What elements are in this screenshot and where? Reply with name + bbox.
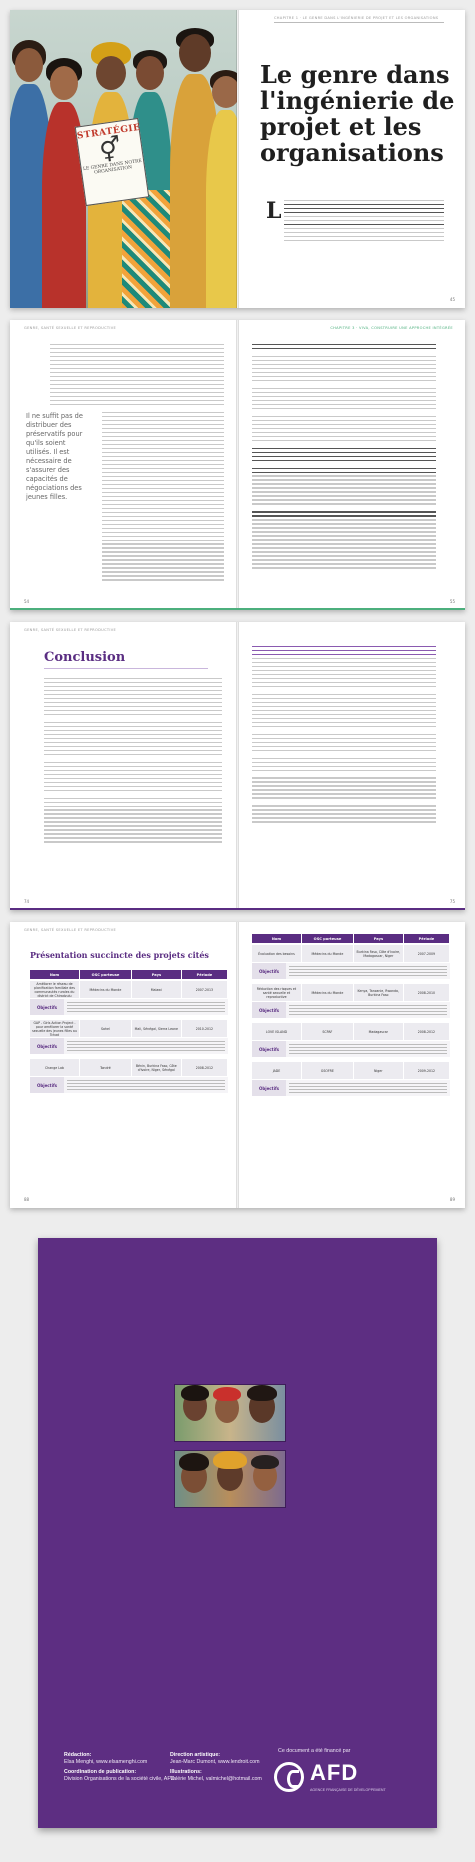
table-header — [252, 934, 450, 943]
table-cell: 2008-2012 — [404, 1023, 450, 1040]
drop-cap: L — [266, 198, 282, 224]
objectives-text — [64, 999, 228, 1015]
projects-table-right — [252, 934, 450, 1101]
credit-label: Coordination de publication: — [64, 1768, 137, 1775]
table-header — [30, 970, 228, 979]
objectives-row — [30, 999, 228, 1015]
column-header: Nom — [30, 970, 80, 979]
table-cell: JADE — [252, 1062, 302, 1079]
objectives-label: Objectifs — [252, 963, 286, 979]
left-page — [10, 320, 237, 610]
column-header: Période — [404, 934, 450, 943]
objectives-row — [252, 1002, 450, 1018]
table-row — [252, 1062, 450, 1079]
table-cell: GSOFRE — [302, 1062, 354, 1079]
right-page-number: 55 — [449, 599, 455, 604]
table-cell: Malawi — [132, 981, 182, 998]
green-accent-bar — [10, 608, 465, 610]
right-body-text — [252, 646, 436, 825]
left-body-text-column — [102, 412, 224, 583]
objectives-text — [286, 963, 450, 979]
objectives-label: Objectifs — [30, 1077, 64, 1093]
projects-table-left — [30, 970, 228, 1098]
objectives-row — [30, 1077, 228, 1093]
column-header: OSC porteuse — [302, 934, 354, 943]
table-cell: Madagascar — [354, 1023, 404, 1040]
table-row — [30, 1020, 228, 1037]
spread-integrated-approach — [10, 320, 465, 610]
objectives-text — [286, 1041, 450, 1057]
right-page — [238, 922, 465, 1208]
right-page — [238, 622, 465, 910]
right-page-number: 89 — [449, 1197, 455, 1202]
objectives-text — [286, 1002, 450, 1018]
cover-illustration-bottom — [174, 1450, 286, 1508]
spread-conclusion — [10, 622, 465, 910]
column-header: OSC porteuse — [80, 970, 132, 979]
table-cell: 2008-2010 — [404, 984, 450, 1001]
spread-project-summary — [10, 922, 465, 1208]
table-cell: Burkina Faso, Côte d'Ivoire, Madagascar, Niger — [354, 945, 404, 962]
table-cell: Médecins du Monde — [80, 981, 132, 998]
table-cell: 2008-2012 — [182, 1059, 228, 1076]
afd-logo-subtitle: AGENCE FRANÇAISE DE DÉVELOPPEMENT — [310, 1788, 386, 1792]
sign-word: STRATÉGIE — [76, 122, 142, 142]
credit-label: Rédaction: — [64, 1752, 92, 1758]
table-cell: Bénin, Burkina Faso, Côte d'Ivoire, Niger, Sénégal — [132, 1059, 182, 1076]
column-header: Pays — [354, 934, 404, 943]
right-page-number: 75 — [449, 899, 455, 904]
column-header: Pays — [132, 970, 182, 979]
table-cell: SCPAF — [302, 1023, 354, 1040]
table-row — [30, 1059, 228, 1076]
cover-illustration-top — [174, 1384, 286, 1442]
left-page-number: 54 — [24, 599, 30, 604]
objectives-label: Objectifs — [252, 1002, 286, 1018]
right-running-header: CHAPITRE 3 · VIVA, CONSTRUIRE UNE APPROCHE INTÉGRÉE — [330, 326, 453, 330]
credits-right — [170, 1752, 262, 1783]
objectives-text — [64, 1077, 228, 1093]
objectives-text — [64, 1038, 228, 1054]
left-page-number: 74 — [24, 899, 30, 904]
table-cell: Médecins du Monde — [302, 945, 354, 962]
objectives-row — [252, 963, 450, 979]
table-row — [252, 945, 450, 962]
credit-label: Direction artistique: — [170, 1752, 221, 1758]
column-header: Nom — [252, 934, 302, 943]
afd-logo-name: AFD — [310, 1760, 359, 1785]
table-row — [30, 981, 228, 998]
back-cover — [38, 1238, 437, 1828]
table-cell: 2010-2012 — [182, 1020, 228, 1037]
spread-chapter-opening — [10, 10, 465, 308]
purple-accent-bar — [10, 908, 465, 910]
objectives-label: Objectifs — [252, 1080, 286, 1096]
table-cell: Médecins du Monde — [302, 984, 354, 1001]
table-cell: Kenya, Tanzanie, Rwanda, Burkina Faso — [354, 984, 404, 1001]
conclusion-body-text — [44, 678, 222, 845]
left-page — [10, 622, 237, 910]
table-cell: Réduction des risques et santé sexuelle et reproductive — [252, 984, 302, 1001]
left-page — [10, 922, 237, 1208]
table-cell: Sahel — [80, 1020, 132, 1037]
funding-note: Ce document a été financé par — [278, 1748, 351, 1754]
objectives-label: Objectifs — [30, 1038, 64, 1054]
table-cell: 2007-2013 — [182, 981, 228, 998]
objectives-row — [30, 1038, 228, 1054]
credit-value: Valérie Michel, valmichel@hotmail.com — [170, 1775, 262, 1782]
table-cell: Évaluation des besoins — [252, 945, 302, 962]
objectives-text — [286, 1080, 450, 1096]
objectives-label: Objectifs — [252, 1041, 286, 1057]
table-cell: 2009-2012 — [404, 1062, 450, 1079]
afd-logo — [274, 1760, 404, 1802]
credit-value: Elsa Menghi, www.elsamenghi.com — [64, 1759, 148, 1766]
right-page — [238, 320, 465, 610]
illustration-page — [10, 10, 237, 308]
table-row — [252, 984, 450, 1001]
chapter-title: Le genre dans l'ingénierie de projet et les organisations — [260, 60, 455, 167]
chapter-title-page — [238, 10, 465, 308]
left-page-number: 88 — [24, 1197, 30, 1202]
right-body-text — [252, 344, 436, 571]
table-row — [252, 1023, 450, 1040]
table-cell: GAP - Girls Action Project - pour améliorer la santé sexuelle des jeunes filles au Tchad — [30, 1020, 80, 1037]
table-cell: Change Lab — [30, 1059, 80, 1076]
conclusion-heading: Conclusion — [44, 650, 126, 665]
objectives-row — [252, 1041, 450, 1057]
intro-paragraph — [284, 200, 444, 244]
left-running-header: GENRE, SANTÉ SEXUELLE ET REPRODUCTIVE — [24, 628, 117, 632]
left-body-text-top — [50, 344, 224, 408]
table-cell: Améliorer le réseau de planification familiale des communautés rurales du district de Chiradzulu — [30, 981, 80, 998]
sign-caption: LE GENRE DANS NOTRE ORGANISATION — [82, 158, 143, 176]
table-cell: 2007-2009 — [404, 945, 450, 962]
strategy-sign — [75, 118, 150, 206]
heading-underline — [44, 668, 208, 669]
gender-symbol-icon: ⚥ — [97, 134, 124, 166]
pull-quote: Il ne suffit pas de distribuer des préservatifs pour qu'ils soient utilisés. Il est nécessaire de s'assurer des capacités de négociations des jeunes filles. — [26, 412, 83, 501]
page-number: 45 — [449, 297, 455, 302]
table-cell: LOVE ISLAND — [252, 1023, 302, 1040]
objectives-label: Objectifs — [30, 999, 64, 1015]
afd-logo-icon — [274, 1762, 304, 1792]
projects-heading: Présentation succincte des projets cités — [30, 950, 209, 960]
group-illustration — [10, 10, 237, 308]
credits-left — [64, 1752, 174, 1783]
table-cell: Tondré — [80, 1059, 132, 1076]
table-cell: Niger — [354, 1062, 404, 1079]
credit-label: Illustrations: — [170, 1768, 202, 1775]
running-header: CHAPITRE 1 · LE GENRE DANS L'INGÉNIERIE DE PROJET ET LES ORGANISATIONS — [274, 16, 439, 20]
credit-value: Division Organisations de la société civile, AFD — [64, 1775, 175, 1782]
table-cell: Mali, Sénégal, Sierra Leone — [132, 1020, 182, 1037]
objectives-row — [252, 1080, 450, 1096]
left-running-header: GENRE, SANTÉ SEXUELLE ET REPRODUCTIVE — [24, 326, 117, 330]
credit-value: Jean-Marc Dumont, www.lendroit.com — [170, 1759, 260, 1766]
column-header: Période — [182, 970, 228, 979]
left-running-header: GENRE, SANTÉ SEXUELLE ET REPRODUCTIVE — [24, 928, 117, 932]
